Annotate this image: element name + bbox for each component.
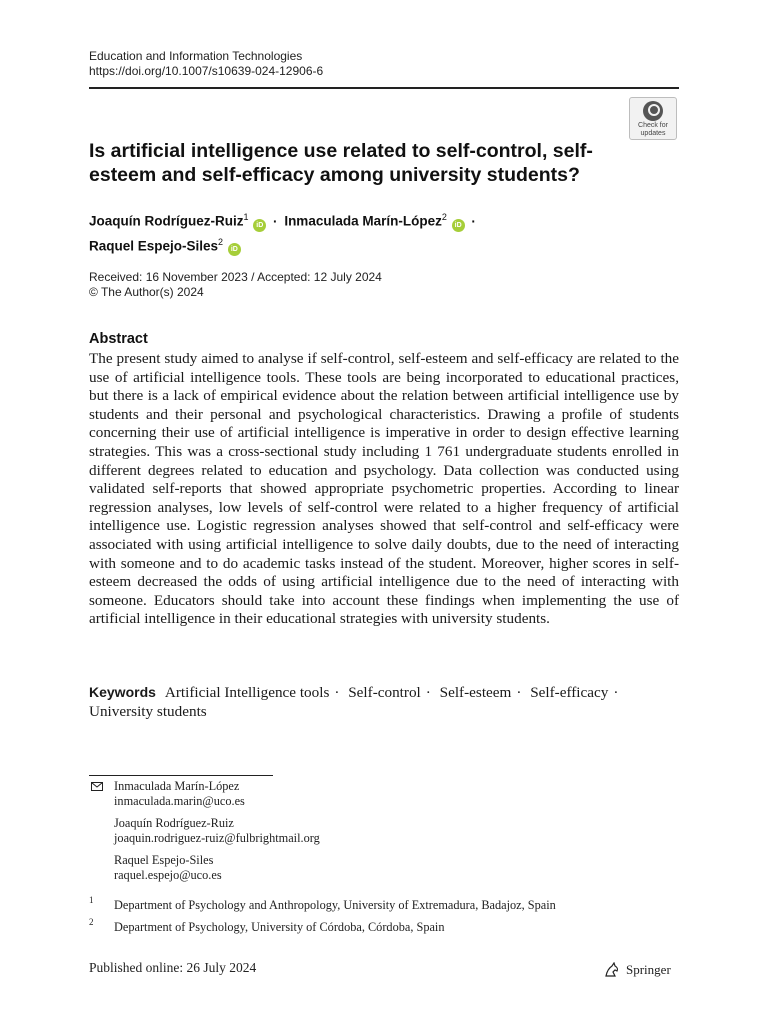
affiliation-text: Department of Psychology, University of Córdoba, Córdoba, Spain [114, 920, 445, 934]
keywords [89, 683, 679, 721]
author-affiliation-marker: 2 [218, 236, 224, 247]
orcid-icon[interactable]: iD [253, 219, 266, 232]
contact-name: Raquel Espejo-Siles [114, 853, 214, 867]
affiliation-number: 1 [89, 895, 94, 905]
keywords-label: Keywords [89, 684, 156, 700]
publication-dates [89, 270, 382, 300]
author-name[interactable]: Inmaculada Marín-López [284, 213, 442, 229]
journal-header [89, 49, 323, 79]
publisher-name: Springer [626, 962, 671, 977]
author-list [89, 207, 649, 256]
copyright-notice: © The Author(s) 2024 [89, 285, 204, 299]
author-contact [114, 853, 222, 883]
doi-link[interactable]: https://doi.org/10.1007/s10639-024-12906-6 [89, 64, 324, 78]
mail-icon [91, 782, 103, 791]
keyword-item: Self-esteem [439, 684, 512, 701]
keyword-item: Self-control [348, 684, 421, 701]
received-accepted-dates: Received: 16 November 2023 / Accepted: 12 July 2024 [89, 270, 382, 284]
paper-title: Is artificial intelligence use related to self-control, self-esteem and self-efficacy among university students? [89, 140, 593, 186]
author-affiliation-marker: 1 [243, 212, 249, 222]
orcid-icon[interactable]: iD [452, 219, 465, 232]
published-online-date: Published online: 26 July 2024 [89, 960, 257, 975]
author-name[interactable]: Joaquín Rodríguez-Ruiz [89, 213, 244, 229]
keyword-separator: · [425, 684, 431, 701]
author-name[interactable]: Raquel Espejo-Siles [89, 238, 219, 253]
abstract-text: The present study aimed to analyse if self-control, self-esteem and self-efficacy are related to the use of artificial intelligence tools. These tools are being incorporated to educational practices, but there is a lack of empirical evidence about the relation between artificial intelligence use by students and their personal and psychological characteristics. Drawing a profile of students concerning their use of artificial intelligence is imperative in order to design effective learning strategies. This was a cross-sectional study including 1 761 undergraduate students enrolled in different degrees related to education and psychology. Data collection was conducted using validated self-reports that showed appropriate psychometric properties. According to linear regression analyses, low levels of self-control were related to a higher frequency of artificial intelligence use. Logistic regression analyses showed that self-control and self-efficacy were associated with using artificial intelligence to solve daily doubts, due to the need of interacting with someone and to do academic tasks instead of the student. Moreover, higher scores in self-esteem decreased the odds of using artificial intelligence due to the need of interacting with someone. Educators should take into account these findings when implementing the use of artificial intelligence in their educational strategies with university students. [89, 350, 679, 628]
contact-email[interactable]: inmaculada.marin@uco.es [114, 794, 245, 808]
corresponding-author [114, 779, 245, 809]
badge-label: Check for updates [638, 122, 668, 137]
crossmark-icon [643, 101, 663, 121]
publisher-logo [603, 962, 671, 978]
author-separator: · [471, 213, 476, 229]
header-divider [89, 87, 679, 89]
keyword-item: Self-efficacy [530, 684, 609, 701]
contact-email[interactable]: raquel.espejo@uco.es [114, 868, 222, 882]
orcid-icon[interactable]: iD [228, 243, 241, 256]
affiliation-number: 2 [89, 917, 94, 927]
contact-name: Inmaculada Marín-López [114, 779, 240, 793]
contact-email[interactable]: joaquin.rodriguez-ruiz@fulbrightmail.org [114, 831, 320, 845]
keyword-item: Artificial Intelligence tools [164, 684, 330, 701]
author-separator: · [273, 213, 278, 229]
springer-horse-icon [603, 962, 621, 978]
keyword-separator: · [516, 684, 522, 701]
check-for-updates-badge[interactable] [629, 97, 677, 140]
author-affiliation-marker: 2 [441, 212, 447, 222]
keyword-separator: · [613, 684, 619, 701]
abstract-heading: Abstract [89, 331, 148, 347]
footnote-divider [89, 775, 273, 776]
journal-name: Education and Information Technologies [89, 49, 303, 63]
keyword-item: University students [89, 703, 207, 720]
contact-name: Joaquín Rodríguez-Ruiz [114, 816, 234, 830]
affiliation-text: Department of Psychology and Anthropology, University of Extremadura, Badajoz, Spain [114, 898, 556, 912]
author-contact [114, 816, 320, 846]
keyword-separator: · [334, 684, 340, 701]
